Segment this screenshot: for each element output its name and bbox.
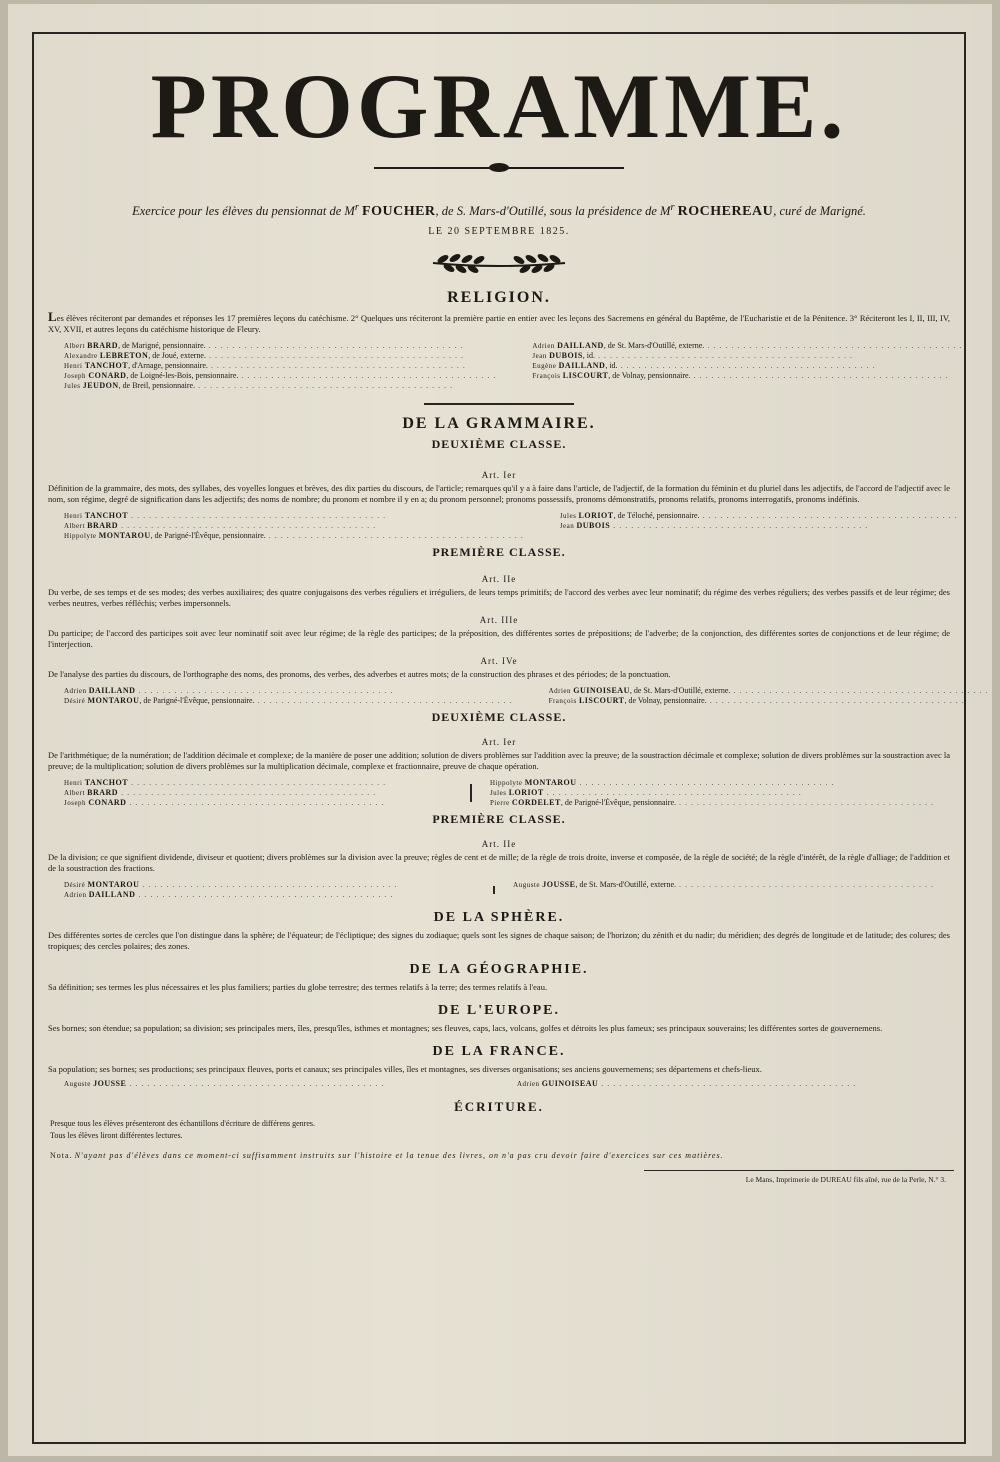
leader-dots: . . . . . . . . . . . . . . . . . . . . . . . . . . . . . . . . . . . . . . . . . . . <box>128 511 387 521</box>
grammaire-classe2: DEUXIÈME CLASSE. <box>431 437 567 452</box>
student-name <box>549 686 989 696</box>
leader-dots: . . . . . . . . . . . . . . . . . . . . . . . . . . . . . . . . . . . . . . . . . . . <box>128 778 387 788</box>
grammaire-art4-names <box>64 686 989 706</box>
leader-dots: . . . . . . . . . . . . . . . . . . . . . . . . . . . . . . . . . . . . . . . . . . . <box>118 788 377 798</box>
student-first-name: Henri <box>64 512 85 521</box>
student-origin: , id. <box>582 351 596 361</box>
imprint-rule <box>644 1170 954 1171</box>
student-name <box>64 361 496 371</box>
student-name <box>64 798 452 808</box>
religion-names-right <box>514 341 962 391</box>
student-first-name: Joseph <box>64 372 89 381</box>
leader-dots: . . . . . . . . . . . . . . . . . . . . . . . . . . . . . . . . . . . . . . . . . . . <box>238 371 497 381</box>
nota-text: N'ayant pas d'élèves dans ce moment-ci suffisamment instruits sur l'histoire et la tenue des livres, on n'a pas cru devoir faire d'exercices sur ces matières. <box>74 1151 724 1161</box>
student-last-name: LORIOT <box>508 788 544 798</box>
student-name <box>64 381 496 391</box>
names-right <box>542 511 958 541</box>
student-name <box>549 696 989 706</box>
student-origin: , de Volnay, pensionnaire. <box>624 696 707 706</box>
student-name <box>532 361 962 371</box>
student-last-name: DAILLAND <box>88 686 136 696</box>
student-first-name: Jules <box>64 382 83 391</box>
student-last-name: MONTAROU <box>87 880 140 890</box>
nota <box>50 1151 948 1160</box>
religion-heading: RELIGION. <box>447 289 551 307</box>
student-origin: , de Loigné-les-Bois, pensionnaire. <box>126 371 239 381</box>
student-last-name: DAILLAND <box>558 361 606 371</box>
leader-dots: . . . . . . . . . . . . . . . . . . . . . . . . . . . . . . . . . . . . . . . . . . . <box>205 341 464 351</box>
student-last-name: TANCHOT <box>84 778 129 788</box>
names-left <box>64 1079 499 1089</box>
leader-dots: . . . . . . . . . . . . . . . . . . . . . . . . . . . . . . . . . . . . . . . . . . . <box>676 880 934 890</box>
student-first-name: François <box>532 372 563 381</box>
student-last-name: JEUDON <box>82 381 119 391</box>
europe-heading: DE L'EUROPE. <box>437 1003 560 1019</box>
names-left <box>64 880 493 900</box>
leader-dots: . . . . . . . . . . . . . . . . . . . . . . . . . . . . . . . . . . . . . . . . . . . <box>704 341 963 351</box>
leader-dots: . . . . . . . . . . . . . . . . . . . . . . . . . . . . . . . . . . . . . . . . . . . <box>595 351 854 361</box>
student-name <box>64 686 513 696</box>
student-name <box>64 880 475 890</box>
student-origin: , de St. Mars-d'Outillé, externe. <box>575 880 676 890</box>
student-first-name: Adrien <box>517 1080 542 1089</box>
student-name <box>64 890 475 900</box>
nota-label: Nota. <box>50 1151 73 1161</box>
student-first-name: Henri <box>64 362 85 371</box>
student-origin: , de Téloché, pensionnaire. <box>613 511 700 521</box>
foucher-name: FOUCHER <box>362 204 436 220</box>
student-last-name: LEBRETON <box>99 351 149 361</box>
france-text: Sa population; ses bornes; ses productions; ses principaux fleuves, ports et canaux; ses principales villes, îles et montagnes, ses diverses organisations; ses anciens gouvernemens; ses départemens et chefs-lieux. <box>48 1064 762 1075</box>
leader-dots: . . . . . . . . . . . . . . . . . . . . . . . . . . . . . . . . . . . . . . . . . . . <box>699 511 958 521</box>
student-first-name: Jules <box>559 512 579 521</box>
student-last-name: JOUSSE <box>542 880 576 890</box>
arith-art2-text: De la division; ce que signifient dividende, diviseur et quotient; divers problèmes sur la division avec la preuve; règles de cent et de mille; de la règle de trois droite, inverse et composée, de la règle de société; de la règle d'intérêt, de la règle d'alliage; de l'addition et de la soustraction des fractions. <box>48 852 950 874</box>
student-name <box>64 371 496 381</box>
grammaire-art3-label: Art. IIIe <box>479 615 519 626</box>
leader-dots: . . . . . . . . . . . . . . . . . . . . . . . . . . . . . . . . . . . . . . . . . . . <box>205 351 464 361</box>
student-origin: , de Volnay, pensionnaire. <box>608 371 691 381</box>
names-right <box>495 880 934 900</box>
leader-dots: . . . . . . . . . . . . . . . . . . . . . . . . . . . . . . . . . . . . . . . . . . . <box>207 361 466 371</box>
student-first-name: Albert <box>64 789 88 798</box>
leader-dots: . . . . . . . . . . . . . . . . . . . . . . . . . . . . . . . . . . . . . . . . . . . <box>610 521 869 531</box>
names-right <box>472 778 934 808</box>
leader-dots: . . . . . . . . . . . . . . . . . . . . . . . . . . . . . . . . . . . . . . . . . . . <box>135 890 394 900</box>
page-title: PROGRAMME. <box>150 55 848 157</box>
student-name <box>490 798 934 808</box>
religion-names-left <box>64 341 514 391</box>
leader-dots: . . . . . . . . . . . . . . . . . . . . . . . . . . . . . . . . . . . . . . . . . . . <box>126 798 385 808</box>
student-origin: , de Marigné, pensionnaire. <box>118 341 206 351</box>
subtitle: Exercice pour les élèves du pensionnat de $M^r$ FOUCHER, de S. Mars-d'Outillé, sous la présidence de $M^r$ ROCHEREAU, curé de Marigné. <box>132 202 866 220</box>
student-origin: , de Parigné-l'Évêque, pensionnaire. <box>560 798 676 808</box>
student-first-name: François <box>548 697 579 706</box>
student-last-name: LISCOURT <box>578 696 625 706</box>
student-origin: , de St. Mars-d'Outillé, externe. <box>603 341 705 351</box>
europe-text: Ses bornes; son étendue; sa population; sa division; ses principales mers, îles, presqu'îles, isthmes et montagnes; ses fleuves, caps, lacs, volcans, golfes et détroits les plus fameux; ses principaux souverains; les différentes sortes de gouvernemens. <box>48 1023 883 1034</box>
leader-dots: . . . . . . . . . . . . . . . . . . . . . . . . . . . . . . . . . . . . . . . . . . . <box>706 696 965 706</box>
arith-art1-text: De l'arithmétique; de la numération; de l'addition décimale et complexe; de la manière de poser une addition; solution de divers problèmes sur l'addition avec la preuve; de la soustraction décimale et complexe; solution de divers problèmes sur la soustraction avec la preuve; de la multiplication; solution de divers problèmes sur la multiplication décimale, complexe et fractionnaire, preuve de chaque opération. <box>48 750 950 772</box>
student-last-name: CONARD <box>88 798 127 808</box>
student-name <box>560 511 958 521</box>
poster-frame <box>32 32 989 1444</box>
student-last-name: TANCHOT <box>84 361 129 371</box>
student-first-name: Auguste <box>64 1080 94 1089</box>
arith-art1-names <box>64 778 934 808</box>
grammaire-art4-text: De l'analyse des parties du discours, de l'orthographe des noms, des pronoms, des verbes, des adverbes et autres mots; de la construction des phrases et des périodes; de la ponctuation. <box>48 669 671 680</box>
leader-dots: . . . . . . . . . . . . . . . . . . . . . . . . . . . . . . . . . . . . . . . . . . . <box>126 1079 385 1089</box>
student-name <box>64 1079 481 1089</box>
leader-dots: . . . . . . . . . . . . . . . . . . . . . . . . . . . . . . . . . . . . . . . . . . . <box>690 371 949 381</box>
leader-dots: . . . . . . . . . . . . . . . . . . . . . . . . . . . . . . . . . . . . . . . . . . . <box>118 521 377 531</box>
poster-content <box>44 34 989 1185</box>
leader-dots: . . . . . . . . . . . . . . . . . . . . . . . . . . . . . . . . . . . . . . . . . . . <box>730 686 989 696</box>
student-name <box>532 341 962 351</box>
student-last-name: BRARD <box>87 788 119 798</box>
student-last-name: GUINOISEAU <box>541 1079 599 1089</box>
event-date: LE 20 SEPTEMBRE 1825. <box>428 226 570 238</box>
student-first-name: Joseph <box>64 799 89 808</box>
student-first-name: Adrien <box>532 342 558 351</box>
grammaire-art1-label: Art. Ier <box>481 470 517 481</box>
student-last-name: DUBOIS <box>549 351 583 361</box>
names-left <box>64 686 531 706</box>
section-divider <box>424 403 574 405</box>
student-origin: , d'Arnage, pensionnaire. <box>128 361 208 371</box>
student-first-name: Adrien <box>548 687 574 696</box>
grammaire-art3-text: Du participe; de l'accord des participes soit avec leur nominatif soit avec leur régime; de la règle des participes; de la préposition, des différentes sortes de prépositions; de l'adverbe; de la conjonction, des différentes sortes de conjonctions et de leur régime; de l'interjection. <box>48 628 950 650</box>
student-first-name: Jean <box>532 352 550 361</box>
student-last-name: MONTAROU <box>87 696 140 706</box>
student-last-name: BRARD <box>87 521 119 531</box>
student-first-name: Jules <box>489 789 509 798</box>
poster-sheet <box>8 4 992 1456</box>
ecriture-line1: Presque tous les élèves présenteront des échantillons d'écriture de différens genres. <box>50 1119 315 1129</box>
student-name <box>64 351 496 361</box>
student-name <box>64 696 513 706</box>
student-name <box>517 1079 934 1089</box>
student-last-name: MONTAROU <box>98 531 151 541</box>
leader-dots: . . . . . . . . . . . . . . . . . . . . . . . . . . . . . . . . . . . . . . . . . . . <box>135 686 394 696</box>
leader-dots: . . . . . . . . . . . . . . . . . . . . . . . . . . . . . . . . . . . . . . . . . . . <box>598 1079 857 1089</box>
imprint: Le Mans, Imprimerie de DUREAU fils aîné, rue de la Perle, N.° 3. <box>745 1175 946 1185</box>
student-last-name: JOUSSE <box>93 1079 127 1089</box>
names-right <box>499 1079 934 1089</box>
leader-dots: . . . . . . . . . . . . . . . . . . . . . . . . . . . . . . . . . . . . . . . . . . . <box>543 788 802 798</box>
arith-art1-label: Art. Ier <box>481 737 517 748</box>
sphere-text: Des différentes sortes de cercles que l'on distingue dans la sphère; de l'équateur; de l'écliptique; des signes du zodiaque; quels sont les signes de chaque saison; de l'horizon; du zénith et du nadir; du méridien; des degrés de longitude et de latitude; des colures; des tropiques; des cercles polaires; des zones. <box>48 930 950 952</box>
ecriture-line2: Tous les élèves liront différentes lectures. <box>50 1131 183 1141</box>
names-left <box>64 778 470 808</box>
student-first-name: Albert <box>64 522 88 531</box>
student-first-name: Eugène <box>532 362 559 371</box>
student-name <box>532 371 962 381</box>
student-first-name: Auguste <box>513 881 543 890</box>
arith-art2-names <box>64 880 934 900</box>
student-name <box>513 880 934 890</box>
student-name <box>64 521 524 531</box>
student-first-name: Désiré <box>64 881 88 890</box>
grammaire-art1-names <box>64 511 958 541</box>
student-name <box>64 788 452 798</box>
student-last-name: DAILLAND <box>88 890 136 900</box>
student-last-name: LORIOT <box>578 511 614 521</box>
grammaire-heading: DE LA GRAMMAIRE. <box>402 415 596 433</box>
student-last-name: TANCHOT <box>84 511 129 521</box>
student-origin: , de Parigné-l'Évêque, pensionnaire. <box>150 531 266 541</box>
leader-dots: . . . . . . . . . . . . . . . . . . . . . . . . . . . . . . . . . . . . . . . . . . . <box>195 381 454 391</box>
leader-dots: . . . . . . . . . . . . . . . . . . . . . . . . . . . . . . . . . . . . . . . . . . . <box>139 880 398 890</box>
student-last-name: CORDELET <box>511 798 561 808</box>
student-name <box>560 521 958 531</box>
student-last-name: CONARD <box>88 371 127 381</box>
student-last-name: MONTAROU <box>524 778 577 788</box>
student-first-name: Alexandre <box>64 352 100 361</box>
geographie-heading: DE LA GÉOGRAPHIE. <box>409 962 589 978</box>
ecriture-heading: ÉCRITURE. <box>454 1099 544 1115</box>
france-heading: DE LA FRANCE. <box>432 1044 566 1060</box>
student-last-name: BRARD <box>87 341 119 351</box>
grammaire-art2-text: Du verbe, de ses temps et de ses modes; des verbes auxiliaires; des quatre conjugaisons des verbes réguliers et irréguliers, de leurs temps primitifs; de l'accord des verbes avec leur nominatif; du régime des verbes réguliers; des verbes passifs et de leur régime; des verbes neutres, verbes réfléchis; verbes impersonnels. <box>48 587 950 609</box>
religion-names <box>64 341 963 391</box>
student-name <box>64 511 524 521</box>
student-first-name: Hippolyte <box>489 779 525 788</box>
grammaire-classe1: PREMIÈRE CLASSE. <box>432 545 566 560</box>
leader-dots: . . . . . . . . . . . . . . . . . . . . . . . . . . . . . . . . . . . . . . . . . . . <box>617 361 876 371</box>
student-first-name: Jean <box>559 522 577 531</box>
student-name <box>64 531 524 541</box>
student-origin: , id. <box>605 361 618 371</box>
student-name <box>490 788 934 798</box>
leader-dots: . . . . . . . . . . . . . . . . . . . . . . . . . . . . . . . . . . . . . . . . . . . <box>265 531 524 541</box>
laurel-ornament <box>429 251 569 275</box>
rochereau-name: ROCHEREAU <box>677 204 774 220</box>
student-origin: , de St. Mars-d'Outillé, externe. <box>629 686 731 696</box>
student-first-name: Adrien <box>64 891 89 900</box>
student-name <box>532 351 962 361</box>
student-name <box>64 341 496 351</box>
sphere-heading: DE LA SPHÈRE. <box>433 910 565 926</box>
student-last-name: GUINOISEAU <box>573 686 630 696</box>
names-left <box>64 511 542 541</box>
leader-dots: . . . . . . . . . . . . . . . . . . . . . . . . . . . . . . . . . . . . . . . . . . . <box>676 798 934 808</box>
leader-dots: . . . . . . . . . . . . . . . . . . . . . . . . . . . . . . . . . . . . . . . . . . . <box>576 778 835 788</box>
religion-text: Les élèves réciteront par demandes et réponses les 17 premières leçons du catéchisme. 2° Quelques uns réciteront la première partie en entier avec les leçons des Sacremens en général du Baptême, de l'Eucharistie et de la Pénitence. 3° Réciteront les I, II, III, IV, XV, XVII, et autres leçons du catéchisme historique de Fleury. <box>48 309 950 335</box>
arith-classe1: PREMIÈRE CLASSE. <box>432 812 566 827</box>
grammaire-art4-label: Art. IVe <box>480 656 518 667</box>
arith-art2-label: Art. IIe <box>481 839 517 850</box>
student-last-name: DUBOIS <box>576 521 611 531</box>
student-origin: , de Joué, externe. <box>148 351 206 361</box>
names-right <box>531 686 989 706</box>
geographie-text: Sa définition; ses termes les plus nécessaires et les plus familiers; parties du globe terrestre; des termes relatifs à la terre; des termes relatifs à l'eau. <box>48 982 548 993</box>
title-ornament <box>374 162 624 174</box>
arith-classe2: DEUXIÈME CLASSE. <box>431 710 567 725</box>
student-first-name: Hippolyte <box>64 532 99 541</box>
grammaire-art2-label: Art. IIe <box>481 574 517 585</box>
student-origin: , de Parigné-l'Évêque, pensionnaire. <box>139 696 255 706</box>
student-first-name: Désiré <box>64 697 88 706</box>
leader-dots: . . . . . . . . . . . . . . . . . . . . . . . . . . . . . . . . . . . . . . . . . . . <box>254 696 513 706</box>
student-first-name: Henri <box>64 779 85 788</box>
france-names <box>64 1079 934 1089</box>
student-first-name: Pierre <box>489 799 512 808</box>
student-name <box>64 778 452 788</box>
student-origin: , de Breil, pensionnaire. <box>118 381 196 391</box>
student-last-name: DAILLAND <box>557 341 604 351</box>
student-last-name: LISCOURT <box>562 371 609 381</box>
grammaire-art1-text: Définition de la grammaire, des mots, des syllabes, des voyelles longues et brèves, des dix parties du discours, de l'article; remarques qu'il y a à faire dans l'article, de l'adjectif, de la formation du féminin et du pluriel dans les adjectifs, de l'accord de l'adjectif avec le nom, son régime, degré de signification dans les adjectifs; des noms de nombre; du pronom et nombre il y en a; du pronom personnel; pronoms possessifs, pronoms démonstratifs, pronoms relatifs, pronoms interrogatifs, pronoms indéfinis. <box>48 483 950 505</box>
student-name <box>490 778 934 788</box>
student-first-name: Adrien <box>64 687 89 696</box>
student-first-name: Albert <box>64 342 88 351</box>
